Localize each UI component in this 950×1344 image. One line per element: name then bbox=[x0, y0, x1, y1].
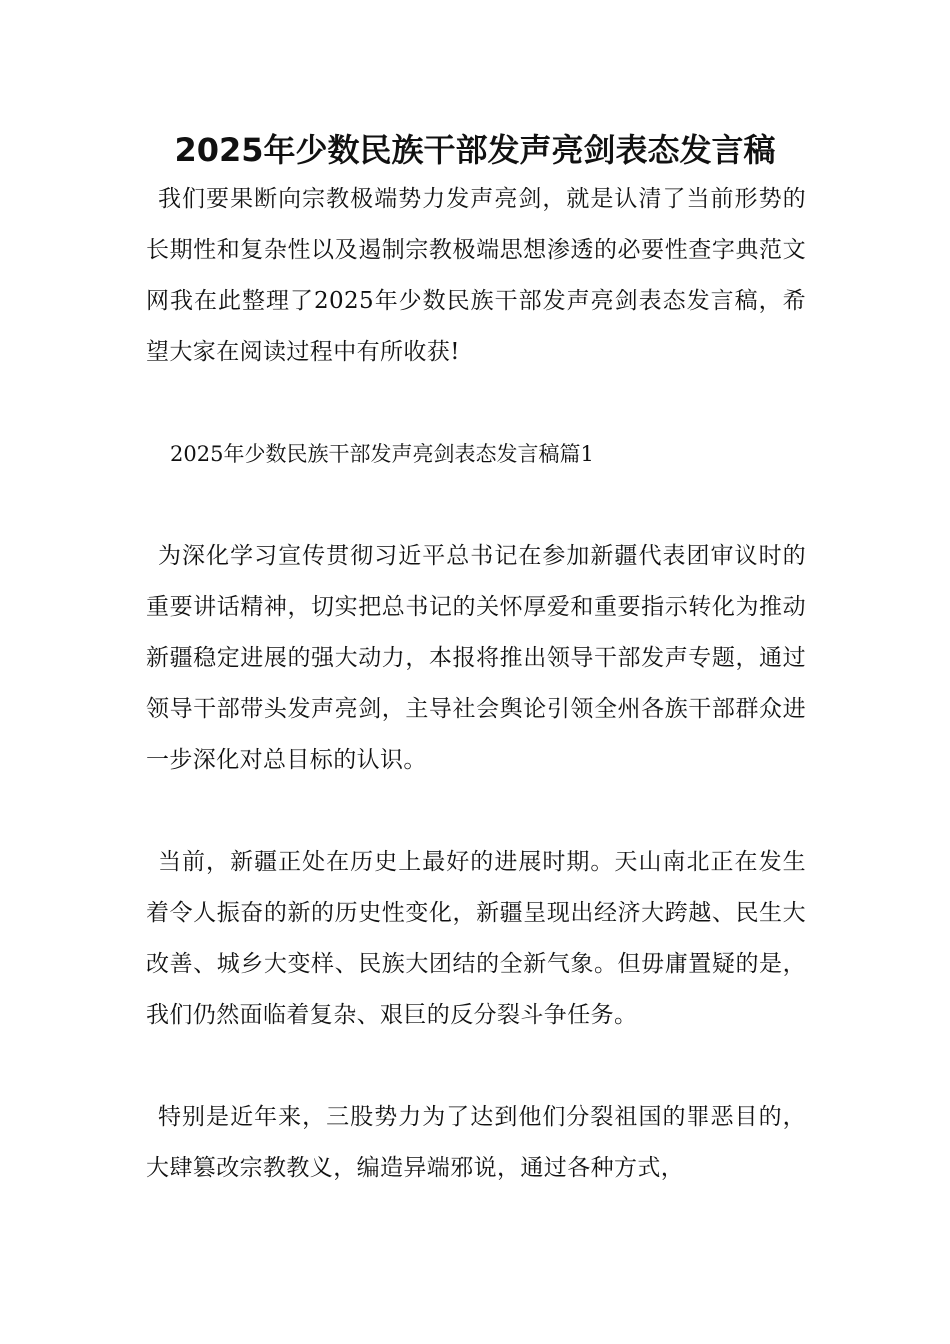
paragraph-gap bbox=[146, 378, 806, 429]
body-paragraph-1: 为深化学习宣传贯彻习近平总书记在参加新疆代表团审议时的重要讲话精神，切实把总书记的关怀厚爱和重要指示转化为推动新疆稳定进展的强大动力，本报将推出领导干部发声专题，通过领导干部带头发声亮剑，主导社会舆论引领全州各族干部群众进一步深化对总目标的认识。 bbox=[146, 543, 806, 773]
body-paragraph-3: 特别是近年来，三股势力为了达到他们分裂祖国的罪恶目的，大肆篡改宗教教义，编造异端邪说，通过各种方式， bbox=[146, 1104, 806, 1181]
paragraph-gap bbox=[146, 480, 806, 531]
document-body bbox=[146, 174, 806, 1194]
body-paragraph-2: 当前，新疆正处在历史上最好的进展时期。天山南北正在发生着令人振奋的新的历史性变化，新疆呈现出经济大跨越、民生大改善、城乡大变样、民族大团结的全新气象。但毋庸置疑的是，我们仍然面临着复杂、艰巨的反分裂斗争任务。 bbox=[146, 849, 806, 1028]
intro-paragraph: 我们要果断向宗教极端势力发声亮剑，就是认清了当前形势的长期性和复杂性以及遏制宗教极端思想渗透的必要性查字典范文网我在此整理了2025年少数民族干部发声亮剑表态发言稿，希望大家在阅读过程中有所收获! bbox=[146, 186, 806, 365]
paragraph-gap bbox=[146, 786, 806, 837]
paragraph-gap bbox=[146, 1041, 806, 1092]
section-heading: 2025年少数民族干部发声亮剑表态发言稿篇1 bbox=[170, 442, 594, 466]
document-title: 2025年少数民族干部发声亮剑表态发言稿 bbox=[174, 131, 776, 169]
